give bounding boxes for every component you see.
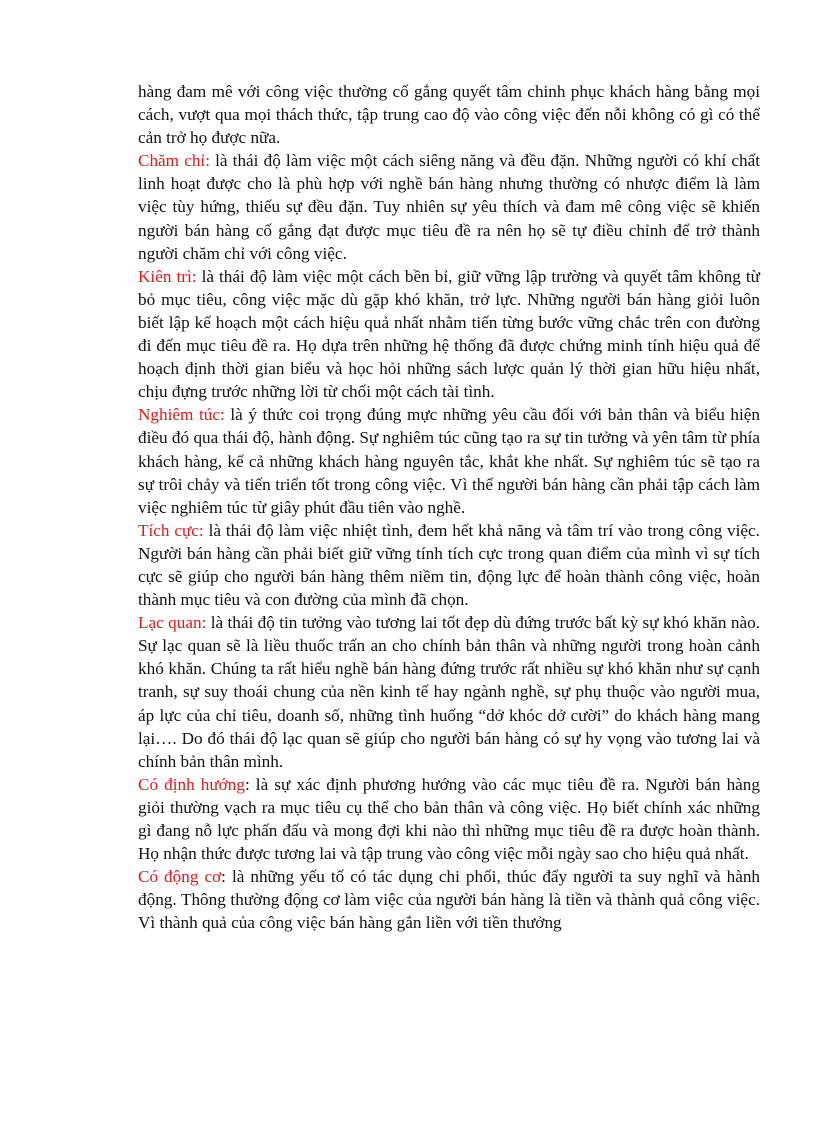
paragraph-text: là thái độ làm việc một cách siêng năng và đều đặn. Những người có khí chất linh hoạt được cho là phù hợp với nghề bán hàng nhưng thường có nhược điểm là làm việc tùy hứng, thiếu sự đều đặn. Tuy nhiên sự yêu thích và đam mê công việc sẽ khiến người bán hàng cố gắng đạt được mục tiêu đề ra nên họ sẽ tự điều chỉnh để trở thành người chăm chỉ với công việc. — [138, 151, 760, 263]
paragraph-co-dinh-huong — [138, 773, 760, 865]
paragraph-kien-tri — [138, 265, 760, 404]
paragraph-text: là ý thức coi trọng đúng mực những yêu cầu đối với bản thân và biểu hiện điều đó qua thái độ, hành động. Sự nghiêm túc cũng tạo ra sự tin tưởng và yên tâm từ phía khách hàng, kể cả những khách hàng nguyên tắc, khắt khe nhất. Sự nghiêm túc sẽ tạo ra sự trôi chảy và tiến triển tốt trong công việc. Vì thế người bán hàng cần phải tập cách làm việc nghiêm túc từ giây phút đầu tiên vào nghề. — [138, 405, 760, 517]
term-label: Có động cơ — [138, 867, 222, 887]
term-label: Lạc quan: — [138, 613, 207, 633]
paragraph-text: hàng đam mê với công việc thường cố gắng quyết tâm chinh phục khách hàng bằng mọi cách, vượt qua mọi thách thức, tập trung cao độ vào công việc đến nỗi không có gì có thể cản trở họ được nữa. — [138, 82, 760, 148]
paragraph-text: là thái độ tin tưởng vào tương lai tốt đẹp dù đứng trước bất kỳ sự khó khăn nào. Sự lạc quan sẽ là liều thuốc trấn an cho chính bản thân và những người trong hoàn cảnh khó khăn. Chúng ta rất hiểu nghề bán hàng đứng trước rất nhiều sự khó khăn như sự cạnh tranh, sự suy thoái chung của nền kinh tế hay ngành nghề, sự phụ thuộc vào người mua, áp lực của chỉ tiêu, doanh số, những tình huống “dở khóc dở cười” do khách hàng mang lại…. Do đó thái độ lạc quan sẽ giúp cho người bán hàng có sự hy vọng vào tương lai và chính bản thân mình. — [138, 613, 760, 771]
paragraph-text: là thái độ làm việc một cách bền bỉ, giữ vững lập trường và quyết tâm không từ bỏ mục tiêu, công việc mặc dù gặp khó khăn, trở lực. Những người bán hàng giỏi luôn biết lập kế hoạch một cách hiệu quả nhất nhằm tiến từng bước vững chắc trên con đường đi đến mục tiêu đề ra. Họ dựa trên những hệ thống đã được chứng minh tính hiệu quả để hoạch định thời gian biểu và học hỏi những sách lược quản lý thời gian hữu hiệu nhất, chịu đựng trước những lời từ chối một cách tài tình. — [138, 266, 760, 402]
paragraph-co-dong-co — [138, 865, 760, 934]
term-label: Chăm chỉ: — [138, 151, 210, 171]
term-label: Có định hướng — [138, 774, 245, 794]
term-label: Tích cực: — [138, 520, 204, 540]
paragraph-lac-quan — [138, 611, 760, 773]
paragraph-text: là thái độ làm việc nhiệt tình, đem hết khả năng và tâm trí vào trong công việc. Người bán hàng cần phải biết giữ vững tính tích cực trong quan điểm của mình vì sự tích cực sẽ giúp cho người bán hàng thêm niềm tin, động lực để hoàn thành công việc, hoàn thành mục tiêu và con đường của mình đã chọn. — [138, 520, 760, 610]
document-page — [138, 80, 760, 934]
paragraph-tich-cuc — [138, 519, 760, 611]
paragraph-text: : là những yếu tố có tác dụng chi phối, thúc đẩy người ta suy nghĩ và hành động. Thông thường động cơ làm việc của người bán hàng là tiền và thành quả công việc. Vì thành quả của công việc bán hàng gắn liền với tiền thưởng — [138, 867, 761, 933]
paragraph-intro-continuation — [138, 80, 760, 149]
term-label: Nghiêm túc: — [138, 405, 225, 425]
paragraph-text: : là sự xác định phương hướng vào các mục tiêu đề ra. Người bán hàng giỏi thường vạch ra mục tiêu cụ thể cho bản thân và công việc. Họ biết chính xác những gì đang nỗ lực phấn đấu và mong đợi khi nào thì những mục tiêu đề ra được hoàn thành. Họ nhận thức được tương lai và tập trung vào công việc mỗi ngày sao cho hiệu quả nhất. — [138, 774, 760, 864]
paragraph-nghiem-tuc — [138, 403, 760, 518]
paragraph-cham-chi — [138, 149, 760, 264]
term-label: Kiên trì: — [138, 266, 197, 286]
